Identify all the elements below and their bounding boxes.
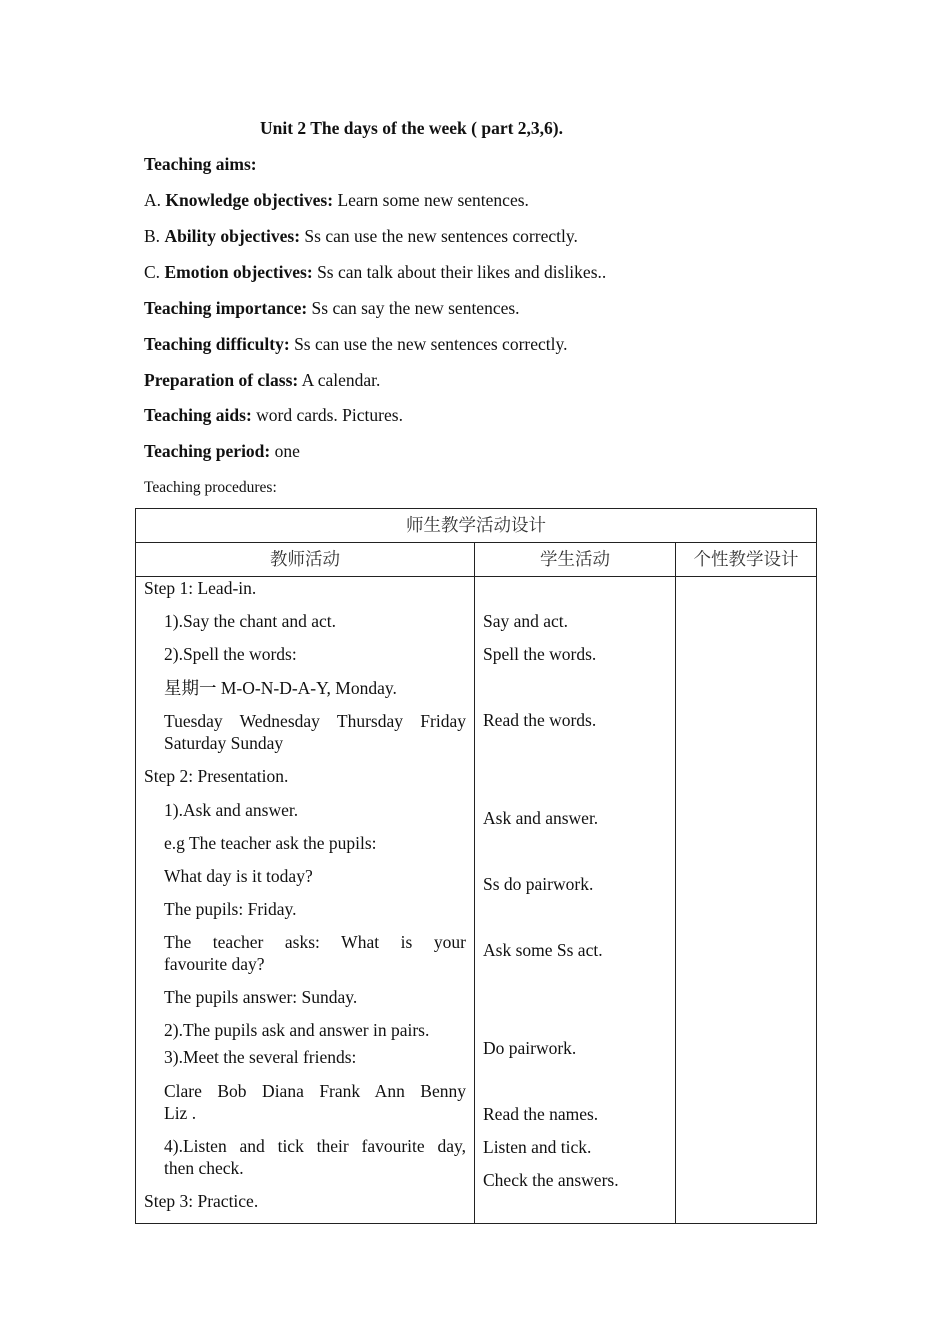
student-line: Ss do pairwork.: [483, 874, 594, 894]
student-line: Read the words.: [483, 710, 597, 730]
teaching-aims-heading: Teaching aims:: [144, 154, 257, 174]
col-header-teacher: 教师活动: [136, 543, 475, 577]
teacher-line: then check.: [164, 1158, 244, 1178]
teacher-line: The teacher asks: What is your: [164, 932, 466, 952]
teacher-line: 3).Meet the several friends:: [164, 1047, 357, 1067]
step1-heading: Step 1: Lead-in.: [144, 578, 257, 598]
teacher-line: What day is it today?: [164, 866, 313, 886]
teacher-line: 1).Say the chant and act.: [164, 611, 337, 631]
preparation-of-class: Preparation of class: A calendar.: [144, 370, 381, 390]
activity-table: [135, 508, 817, 1224]
teacher-line: The pupils answer: Sunday.: [164, 987, 358, 1007]
teacher-line: 4).Listen and tick their favourite day,: [164, 1136, 466, 1156]
student-line: Ask and answer.: [483, 808, 599, 828]
teaching-procedures: Teaching procedures:: [144, 479, 277, 496]
ability-objectives: B. Ability objectives: Ss can use the new sentences correctly.: [144, 226, 578, 246]
teacher-line: Liz .: [164, 1103, 197, 1123]
teacher-line: Saturday Sunday: [164, 733, 284, 753]
student-line: Do pairwork.: [483, 1038, 577, 1058]
teaching-period: Teaching period: one: [144, 441, 300, 461]
student-activities-cell: [475, 577, 676, 1224]
teacher-line: favourite day?: [164, 954, 265, 974]
teacher-line: 星期一 M-O-N-D-A-Y, Monday.: [164, 678, 397, 698]
step3-heading: Step 3: Practice.: [144, 1191, 259, 1211]
student-line: Say and act.: [483, 611, 569, 631]
student-line: Spell the words.: [483, 644, 597, 664]
teacher-activities-cell: [136, 577, 475, 1224]
student-line: Read the names.: [483, 1104, 599, 1124]
table-caption: 师生教学活动设计: [136, 509, 817, 543]
teacher-line: Clare Bob Diana Frank Ann Benny: [164, 1081, 466, 1101]
step2-heading: Step 2: Presentation.: [144, 766, 289, 786]
col-header-student: 学生活动: [475, 543, 676, 577]
teacher-line: 1).Ask and answer.: [164, 800, 299, 820]
teacher-line: The pupils: Friday.: [164, 899, 297, 919]
knowledge-objectives: A. Knowledge objectives: Learn some new sentences.: [144, 190, 529, 210]
teaching-aids: Teaching aids: word cards. Pictures.: [144, 405, 403, 425]
col-header-personal: 个性教学设计: [676, 543, 817, 577]
teacher-line: 2).The pupils ask and answer in pairs.: [164, 1020, 430, 1040]
student-line: Check the answers.: [483, 1170, 619, 1190]
teacher-line: Tuesday Wednesday Thursday Friday: [164, 711, 466, 731]
personal-design-cell: [676, 577, 817, 1224]
teaching-difficulty: Teaching difficulty: Ss can use the new sentences correctly.: [144, 334, 568, 354]
emotion-objectives: C. Emotion objectives: Ss can talk about their likes and dislikes..: [144, 262, 607, 282]
lesson-title: Unit 2 The days of the week ( part 2,3,6).: [260, 118, 564, 138]
teacher-line: e.g The teacher ask the pupils:: [164, 833, 377, 853]
teaching-importance: Teaching importance: Ss can say the new sentences.: [144, 298, 520, 318]
student-line: Listen and tick.: [483, 1137, 592, 1157]
student-line: Ask some Ss act.: [483, 940, 603, 960]
teacher-line: 2).Spell the words:: [164, 644, 297, 664]
